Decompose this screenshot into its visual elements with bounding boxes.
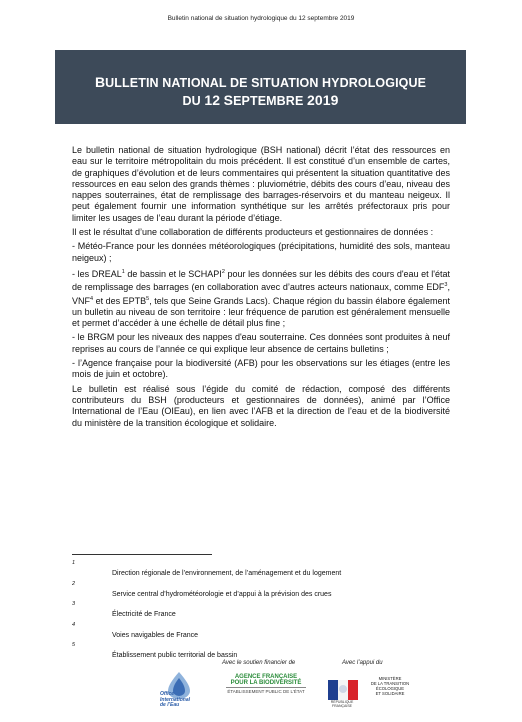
paragraph-editorial: Le bulletin est réalisé sous l’égide du comité de rédaction, composé des différents contributeurs du BSH (producteurs et gestionnaires de données), animé par l’Office International de l’Eau (OIEau), en lien avec l’AFB et la direction de l’eau et de la biodiversité du ministère de la transition écologique et solidaire. [72,383,450,428]
republique-label: RÉPUBLIQUE FRANÇAISE [330,700,354,708]
paragraph-intro: Le bulletin national de situation hydrologique (BSH national) décrit l’état des ressources en eau sur le territoire métropolitain du mois précédent. Il est constitué d’un ensemble de cartes, de graphiques d’évolution et de leurs commentaires qui présentent la situation quantitative des ressources en eau selon des grands thèmes : pluviométrie, débits des cours d’eau, niveau des nappes souterraines, état de remplissage des barrages-réservoirs et du manteau neigeux. Il peut également fournir une information synthétique sur les arrêtés préfectoraux pris pour limiter les usages de l’eau durant la période d’étiage. [72,145,450,223]
title-line-1: BULLETIN NATIONAL DE SITUATION HYDROLOGIQUE [94,74,427,90]
footnote-2: 2 Service central d’hydrométéorologie et d’appui à la prévision des crues [72,580,332,598]
support-label: Avec le soutien financier de [222,660,296,666]
footnote-divider [72,554,212,555]
footnote-1: 1 Direction régionale de l’environnement, de l’aménagement et du logement [72,560,342,577]
title-banner [55,50,466,124]
afb-logo: AGENCE FRANÇAISE POUR LA BIODIVERSITÉ ÉTABLISSEMENT PUBLIC DE L’ÉTAT [227,674,305,694]
body-text [72,145,450,432]
footnotes [72,560,472,663]
footnote-3: 3 Électricité de France [72,601,176,618]
help-label: Avec l’appui du [342,660,383,666]
paragraph-collaboration: Il est le résultat d’une collaboration de différents producteurs et gestionnaires de données : [72,227,434,238]
footnote-4: 4 Voies navigables de France [72,621,198,639]
footnote-ref-4[interactable]: 4 [90,295,94,302]
footnote-ref-2[interactable]: 2 [221,268,225,275]
paragraph-meteo-france: - Météo-France pour les données météorologiques (précipitations, humidité des sols, manteau neigeux) ; [72,241,450,263]
paragraph-afb: - l’Agence française pour la biodiversité (AFB) pour les observations sur les étiages (entre les mois de juin et octobre). [72,358,450,380]
oieau-wordmark: Office International de l’Eau [160,691,191,708]
marianne-flag-icon [328,680,358,700]
footnote-5: 5 Établissement public territorial de bassin [72,642,238,659]
footnote-ref-5[interactable]: 5 [146,295,150,302]
paragraph-dreal: - les DREAL$^1$ de bassin et le SCHAPI$^2$ pour les données sur les débits des cours d'eau et l'état de remplissage des barrages (en collaboration avec d’autres acteurs nationaux, comme EDF$^3$, VNF$^4$ et des EPTB$^5$, tels que Seine Grands Lacs). Chaque région du bassin élabore également un bulletin au niveau de son territoire : leur fréquence de parution est généralement mensuelle et permet d’accéder à une échelle de détail plus fine ; [72,268,450,329]
partner-logos [0,660,522,722]
paragraph-brgm: - le BRGM pour les niveaux des nappes d'eau souterraine. Ces données sont produites à neuf reprises au cours de l’année ce qui explique leur absence de certains bulletins ; [72,332,450,354]
ministry-wordmark: MINISTÈRE DE LA TRANSITION ÉCOLOGIQUE ET SOLIDAIRE [370,676,410,696]
title-line-2: DU 12 SEPTEMBRE 2019 [182,92,339,108]
footnote-ref-3[interactable]: 3 [444,282,448,289]
footnote-ref-1[interactable]: 1 [121,268,125,275]
running-header: Bulletin national de situation hydrologique du 12 septembre 2019 [167,15,355,22]
